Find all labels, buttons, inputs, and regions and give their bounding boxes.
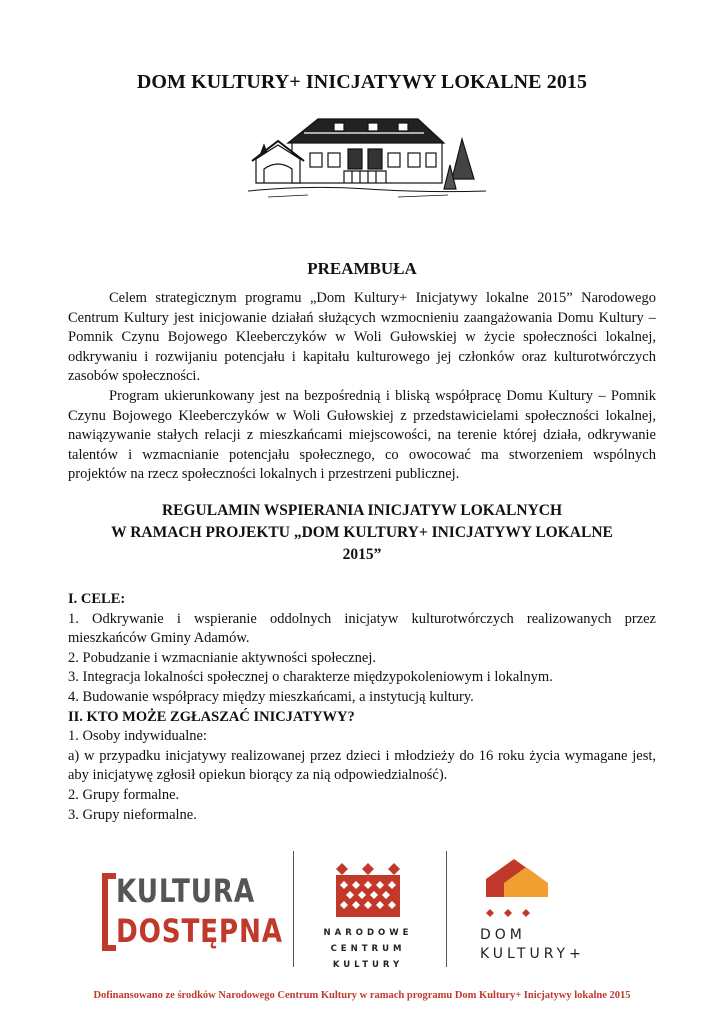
who-item: 1. Osoby indywidualne: (68, 728, 207, 745)
rules-section (68, 590, 656, 825)
nck-logo (308, 859, 428, 975)
dom-kultury-line1: DOM (480, 927, 526, 943)
goals-heading: I. CELE: (68, 591, 126, 607)
goal-item: 3. Integracja lokalności społecznej o charakterze międzypokoleniowym i lokalnym. (68, 669, 553, 686)
regulamin-heading (60, 500, 664, 566)
logo-divider (293, 851, 294, 967)
preamble-paragraph: Celem strategicznym programu „Dom Kultury+ Inicjatywy lokalne 2015” Narodowego Centrum Kultury jest inicjowanie działań służących wzmocnieniu zaangażowania Domu Kultury – Pomnik Czynu Bojowego Kleeberczyków w Woli Gułowskiej w życie społeczności lokalnej, odkrywaniu i rozwijaniu potencjału i kapitału kulturowego jej członków oraz kulturotwórczych zasobów społeczności. (68, 290, 656, 385)
who-item: 3. Grupy nieformalne. (68, 806, 197, 823)
goal-item: 4. Budowanie współpracy między mieszkańcami, a instytucją kultury. (68, 688, 474, 705)
who-item: 2. Grupy formalne. (68, 786, 180, 803)
preamble-text (68, 289, 656, 485)
preamble-paragraph: Program ukierunkowany jest na bezpośrednią i bliską współpracę Domu Kultury – Pomnik Czynu Bojowego Kleeberczyków w Woli Gułowskiej z przedstawicielami społeczności lokalnej, nawiązywanie stałych relacji z mieszkańcami miejscowości, na terenie której działa, odkrywanie talentów i wzmacnianie potencjału społecznego, co owocować ma stworzeniem wspólnych projektów na rzecz społeczności lokalnych i przestrzeni publicznej. (68, 387, 656, 483)
kultura-dostepna-line1: KULTURA (116, 872, 256, 910)
preamble-heading: PREAMBUŁA (307, 259, 417, 278)
regulamin-line: W RAMACH PROJEKTU „DOM KULTURY+ INICJATYWY LOKALNE (111, 524, 613, 541)
kultura-dostepna-logo (102, 872, 283, 955)
nck-line: KULTURY (332, 960, 404, 970)
document-title: DOM KULTURY+ INICJATYWY LOKALNE 2015 (136, 71, 588, 93)
sponsor-logos (68, 837, 656, 981)
regulamin-line: REGULAMIN WSPIERANIA INICJATYW LOKALNYCH (161, 502, 563, 519)
logo-divider (446, 851, 447, 967)
goal-item: 1. Odkrywanie i wspieranie oddolnych inicjatyw kulturotwórczych realizowanych przez mieszkańców Gminy Adamów. (68, 610, 656, 647)
crown-icon (308, 859, 428, 923)
goal-item: 2. Pobudzanie i wzmacnianie aktywności społecznej. (68, 649, 377, 666)
regulamin-line: 2015” (342, 546, 382, 563)
bracket-icon (102, 873, 108, 951)
who-item: a) w przypadku inicjatywy realizowanej przez dzieci i młodzieży do 16 roku życia wymagane jest, aby inicjatywę zgłosił opiekun biorący za nią odpowiedzialność). (68, 747, 656, 784)
dom-kultury-logo (468, 853, 638, 973)
nck-line: NARODOWE (323, 928, 413, 938)
house-roof-icon (476, 853, 566, 923)
kultura-dostepna-line2: DOSTĘPNA (116, 912, 283, 950)
nck-name (308, 925, 428, 973)
nck-line: CENTRUM (330, 944, 406, 954)
funding-note: Dofinansowano ze środków Narodowego Centrum Kultury w ramach programu Dom Kultury+ Inicjatywy lokalne 2015 (93, 990, 631, 1001)
house-illustration (248, 109, 486, 201)
dom-kultury-line2: KULTURY+ (480, 946, 585, 962)
who-heading: II. KTO MOŻE ZGŁASZAĆ INICJATYWY? (68, 708, 355, 725)
